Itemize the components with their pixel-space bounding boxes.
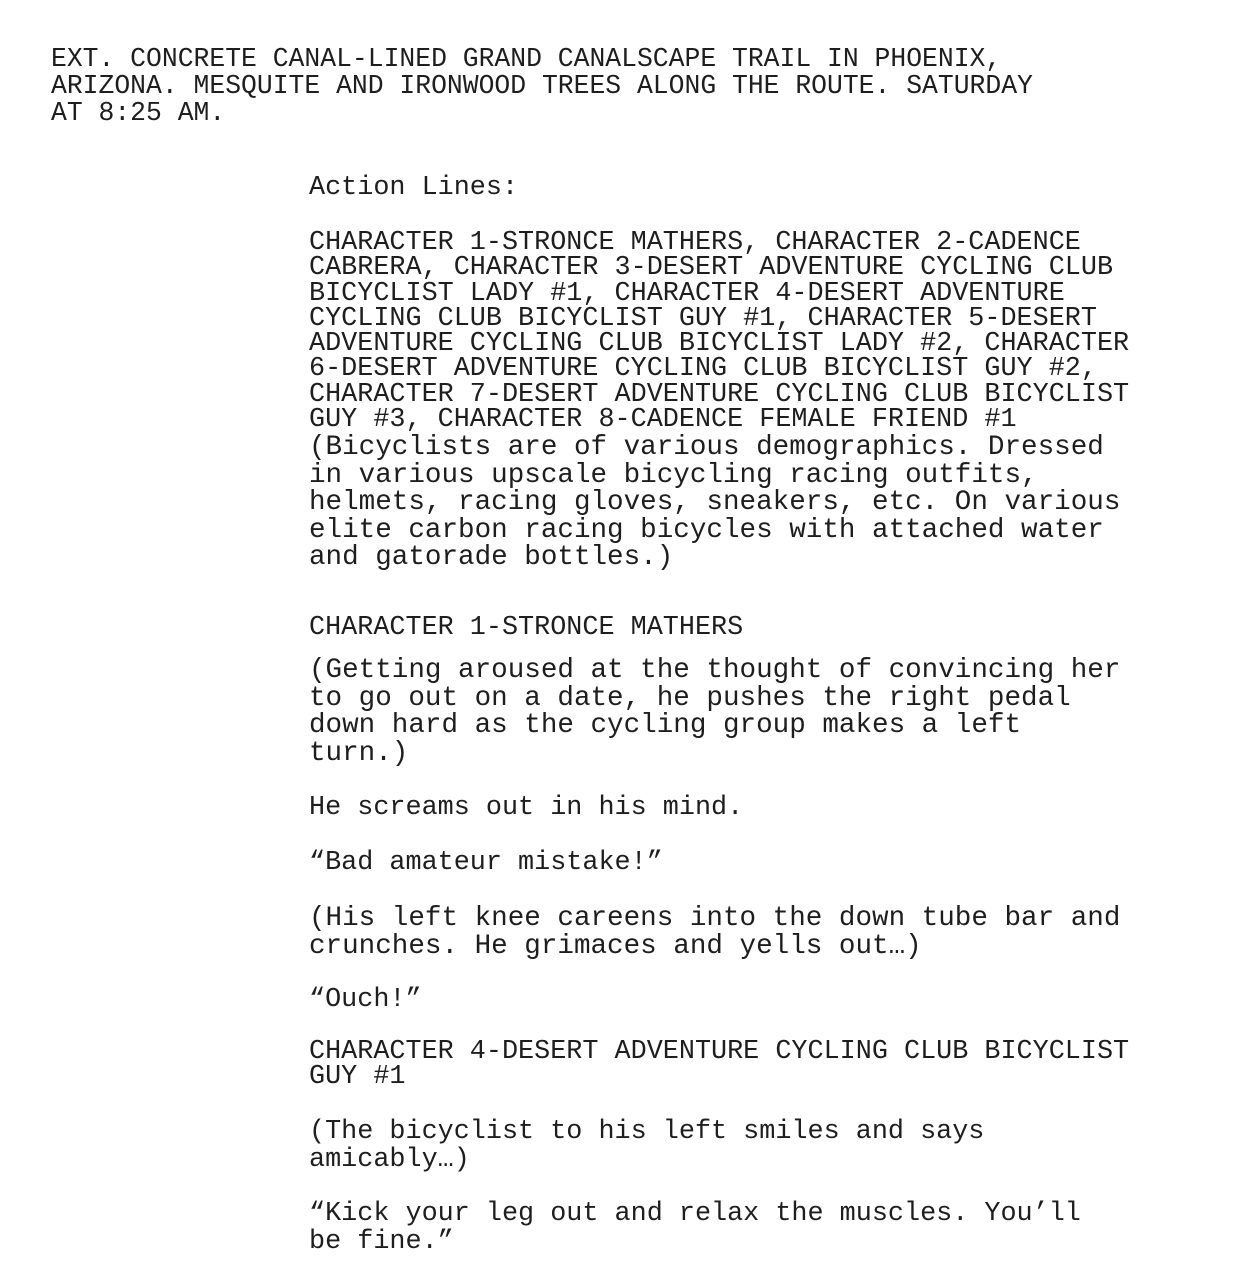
character-description: (Bicyclists are of various demographics. Dressed in various upscale bicycling racing outfits, helmets, racing gloves, sneakers, etc. On various elite carbon racing bicycles with attached water and gatorade bottles.) (309, 432, 1121, 573)
scene-heading: EXT. CONCRETE CANAL-LINED GRAND CANALSCAPE TRAIL IN PHOENIX, ARIZONA. MESQUITE AND IRONWOOD TREES ALONG THE ROUTE. SATURDAY AT 8:25 AM. (51, 44, 1033, 128)
dialogue-line: “Kick your leg out and relax the muscles. You’ll be fine.” (309, 1199, 1081, 1257)
action-paragraph: He screams out in his mind. (309, 793, 744, 823)
character-cue-stronce: CHARACTER 1-STRONCE MATHERS (309, 613, 744, 643)
dialogue-line: “Bad amateur mistake!” (309, 848, 663, 878)
action-paragraph: (His left knee careens into the down tube bar and crunches. He grimaces and yells out…) (309, 903, 1121, 962)
dialogue-line: “Ouch!” (309, 985, 422, 1015)
action-paragraph: (Getting aroused at the thought of convincing her to go out on a date, he pushes the right pedal down hard as the cycling group makes a left turn.) (309, 655, 1121, 769)
action-lines-label: Action Lines: (309, 173, 519, 203)
action-paragraph: (The bicyclist to his left smiles and says amicably…) (309, 1117, 985, 1175)
character-list: CHARACTER 1-STRONCE MATHERS, CHARACTER 2-CADENCE CABRERA, CHARACTER 3-DESERT ADVENTURE CYCLING CLUB BICYCLIST LADY #1, CHARACTER 4-DESERT ADVENTURE CYCLING CLUB BICYCLIST GUY #1, CHARACTER 5-DESERT ADVENTURE CYCLING CLUB BICYCLIST LADY #2, CHARACTER 6-DESERT ADVENTURE CYCLING CLUB BICYCLIST GUY #2, CHARACTER 7-DESERT ADVENTURE CYCLING CLUB BICYCLIST GUY #3, CHARACTER 8-CADENCE FEMALE FRIEND #1 (309, 228, 1130, 436)
character-cue-cyclist-guy: CHARACTER 4-DESERT ADVENTURE CYCLING CLUB BICYCLIST GUY #1 (309, 1037, 1130, 1093)
